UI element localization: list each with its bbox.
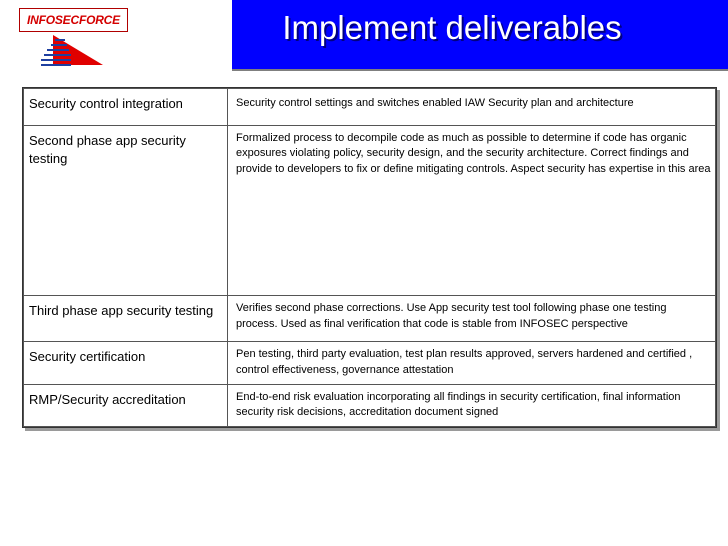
deliverable-name: Security control integration xyxy=(24,89,228,126)
table-row xyxy=(24,125,716,295)
table-row xyxy=(24,89,716,126)
deliverable-description: Verifies second phase corrections. Use App security test tool following phase one testing process. Used as final verification that code is stable from INFOSEC perspective xyxy=(228,296,716,342)
deliverable-description: Pen testing, third party evaluation, test plan results approved, servers hardened and certified , control effectiveness, governance attestation xyxy=(228,342,716,384)
deliverable-description: Formalized process to decompile code as much as possible to determine if code has organic exposures violating policy, security design, and the security architecture. Correct findings and provide to developers to fix or define mitigating controls. Aspect security has expertise in this area xyxy=(228,125,716,295)
table-row xyxy=(24,296,716,342)
deliverable-name: Security certification xyxy=(24,342,228,384)
deliverable-name: Second phase app security testing xyxy=(24,125,228,295)
logo-box xyxy=(19,8,128,32)
deliverable-description: Security control settings and switches enabled IAW Security plan and architecture xyxy=(228,89,716,126)
deliverable-description: End-to-end risk evaluation incorporating all findings in security certification, final information security risk decisions, accreditation document signed xyxy=(228,384,716,426)
table-row xyxy=(24,342,716,384)
title-bar xyxy=(232,0,728,71)
deliverables-table xyxy=(22,87,717,428)
logo-text: INFOSECFORCE xyxy=(27,13,120,27)
deliverable-name: RMP/Security accreditation xyxy=(24,384,228,426)
deliverable-name: Third phase app security testing xyxy=(24,296,228,342)
table-row xyxy=(24,384,716,426)
stepped-triangle-logo-icon xyxy=(41,35,105,67)
page-title: Implement deliverables xyxy=(282,9,622,46)
